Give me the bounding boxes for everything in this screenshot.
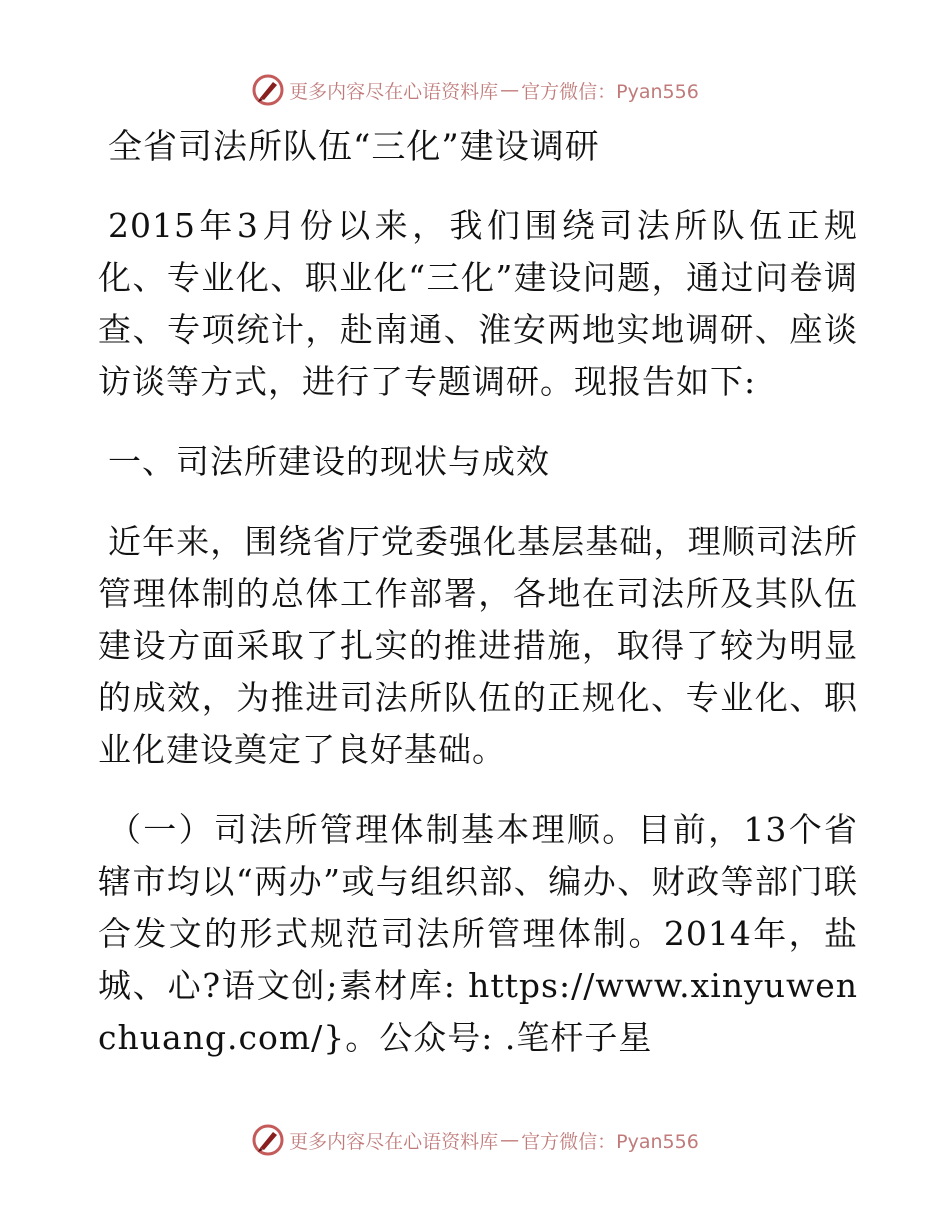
watermark-wechat: 官方微信：Pyan556 xyxy=(521,80,699,103)
quill-pen-logo-icon xyxy=(251,73,285,107)
quill-pen-logo-icon xyxy=(251,1123,285,1157)
body-paragraph: 近年来，围绕省厅党委强化基层基础，理顺司法所管理体制的总体工作部署，各地在司法所及其队伍建设方面采取了扎实的推进措施，取得了较为明显的成效，为推进司法所队伍的正规化、专业化、职业化建设奠定了良好基础。 xyxy=(98,522,858,769)
watermark-separator: — xyxy=(500,79,520,101)
section-heading: 一、司法所建设的现状与成效 xyxy=(108,442,550,481)
watermark-header xyxy=(0,70,950,110)
watermark-wechat: 官方微信：Pyan556 xyxy=(521,1130,699,1153)
watermark-separator: — xyxy=(500,1129,520,1151)
watermark-text: 更多内容尽在心语资料库 xyxy=(289,1130,499,1153)
subsection-paragraph: （一）司法所管理体制基本理顺。目前，13个省辖市均以“两办”或与组织部、编办、财政等部门联合发文的形式规范司法所管理体制。2014年，盐城、心?语文创;素材库: https://www.xinyuwenchuang.com/}。公众号: .笔杆子星 xyxy=(98,810,858,1057)
watermark-footer xyxy=(0,1120,950,1160)
document-title: 全省司法所队伍“三化”建设调研 xyxy=(108,127,600,167)
document-body xyxy=(98,118,858,1064)
watermark-text: 更多内容尽在心语资料库 xyxy=(289,80,499,103)
intro-paragraph: 2015年3月份以来，我们围绕司法所队伍正规化、专业化、职业化“三化”建设问题，通过问卷调查、专项统计，赴南通、淮安两地实地调研、座谈访谈等方式，进行了专题调研。现报告如下: xyxy=(98,206,858,401)
